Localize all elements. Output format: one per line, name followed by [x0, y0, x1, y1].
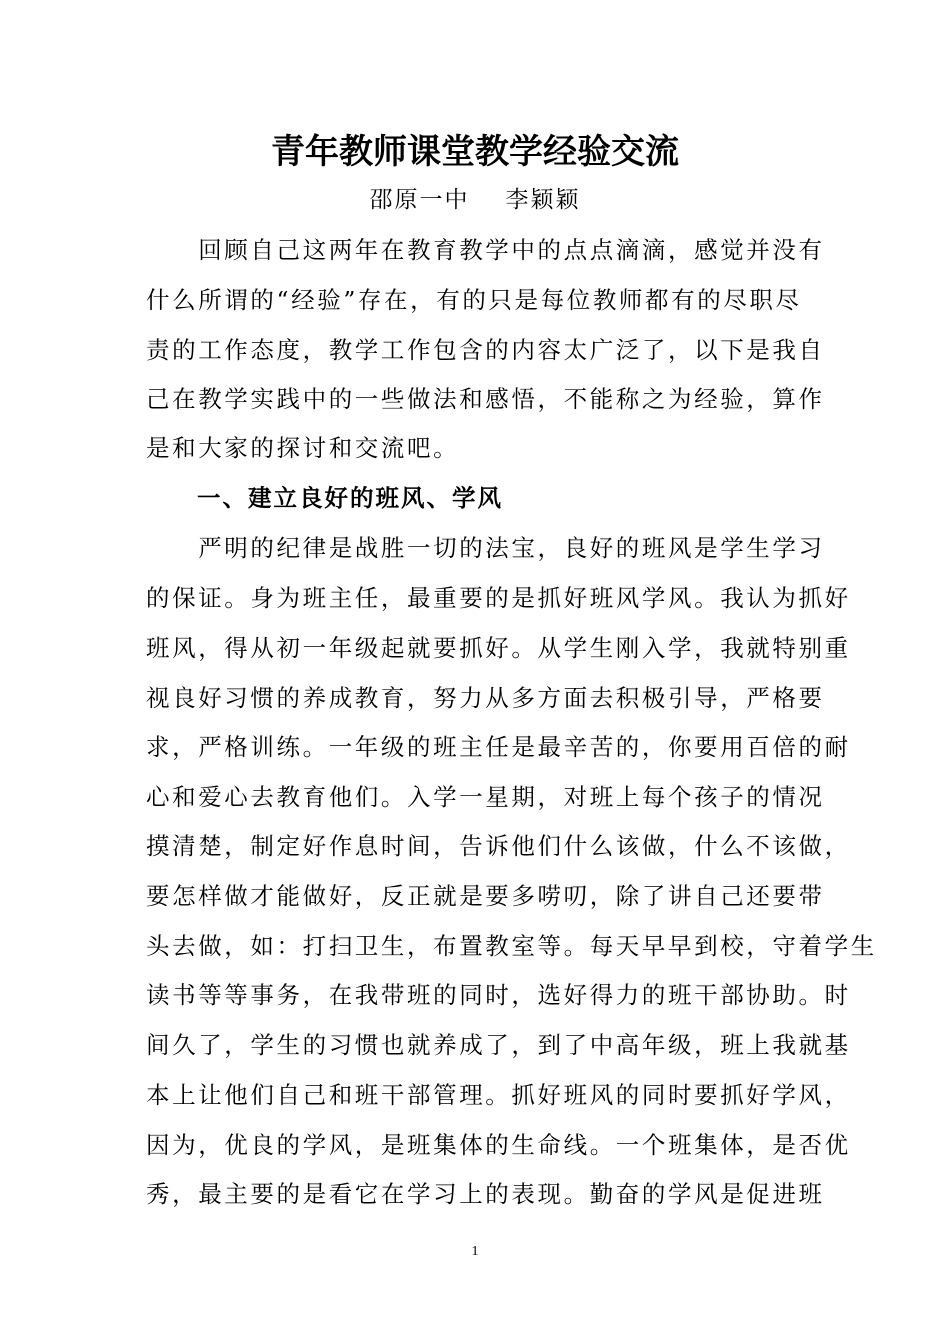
paragraph-line: 心和爱心去教育他们。入学一星期，对班上每个孩子的情况	[146, 783, 825, 811]
paragraph-line: 秀，最主要的是看它在学习上的表现。勤奋的学风是促进班	[146, 1180, 825, 1208]
paragraph-line: 视良好习惯的养成教育，努力从多方面去积极引导，严格要	[146, 684, 825, 712]
paragraph-line: 己在教学实践中的一些做法和感悟，不能称之为经验，算作	[146, 385, 825, 413]
document-title: 青年教师课堂教学经验交流	[271, 132, 679, 172]
paragraph-line: 头去做，如：打扫卫生，布置教室等。每天早早到校，守着学生	[146, 932, 877, 960]
paragraph-line: 间久了，学生的习惯也就养成了，到了中高年级，班上我就基	[146, 1031, 851, 1059]
paragraph-line: 因为，优良的学风，是班集体的生命线。一个班集体，是否优	[146, 1131, 851, 1159]
paragraph-line: 摸清楚，制定好作息时间，告诉他们什么该做，什么不该做，	[146, 832, 851, 860]
paragraph-line: 什么所谓的“经验”存在，有的只是每位教师都有的尽职尽	[146, 286, 802, 314]
school-name: 邵原一中	[369, 187, 470, 213]
paragraph-line: 读书等等事务，在我带班的同时，选好得力的班干部协助。时	[146, 981, 851, 1009]
author-name: 李颖颖	[505, 187, 581, 213]
byline	[0, 180, 950, 220]
paragraph-line: 要怎样做才能做好，反正就是要多唠叨，除了讲自己还要带	[146, 882, 825, 910]
paragraph-line: 求，严格训练。一年级的班主任是最辛苦的，你要用百倍的耐	[146, 733, 851, 761]
paragraph-line: 班风，得从初一年级起就要抓好。从学生刚入学，我就特别重	[146, 634, 851, 662]
paragraph-line: 严明的纪律是战胜一切的法宝，良好的班风是学生学习	[146, 534, 825, 562]
section-heading: 一、建立良好的班风、学风	[146, 484, 503, 512]
paragraph-line: 回顾自己这两年在教育教学中的点点滴滴，感觉并没有	[146, 236, 825, 264]
page-number: 1	[471, 1244, 479, 1259]
paragraph-line: 是和大家的探讨和交流吧。	[146, 434, 460, 462]
paragraph-line: 的保证。身为班主任，最重要的是抓好班风学风。我认为抓好	[146, 584, 851, 612]
paragraph-line: 本上让他们自己和班干部管理。抓好班风的同时要抓好学风，	[146, 1081, 851, 1109]
paragraph-line: 责的工作态度，教学工作包含的内容太广泛了，以下是我自	[146, 336, 825, 364]
